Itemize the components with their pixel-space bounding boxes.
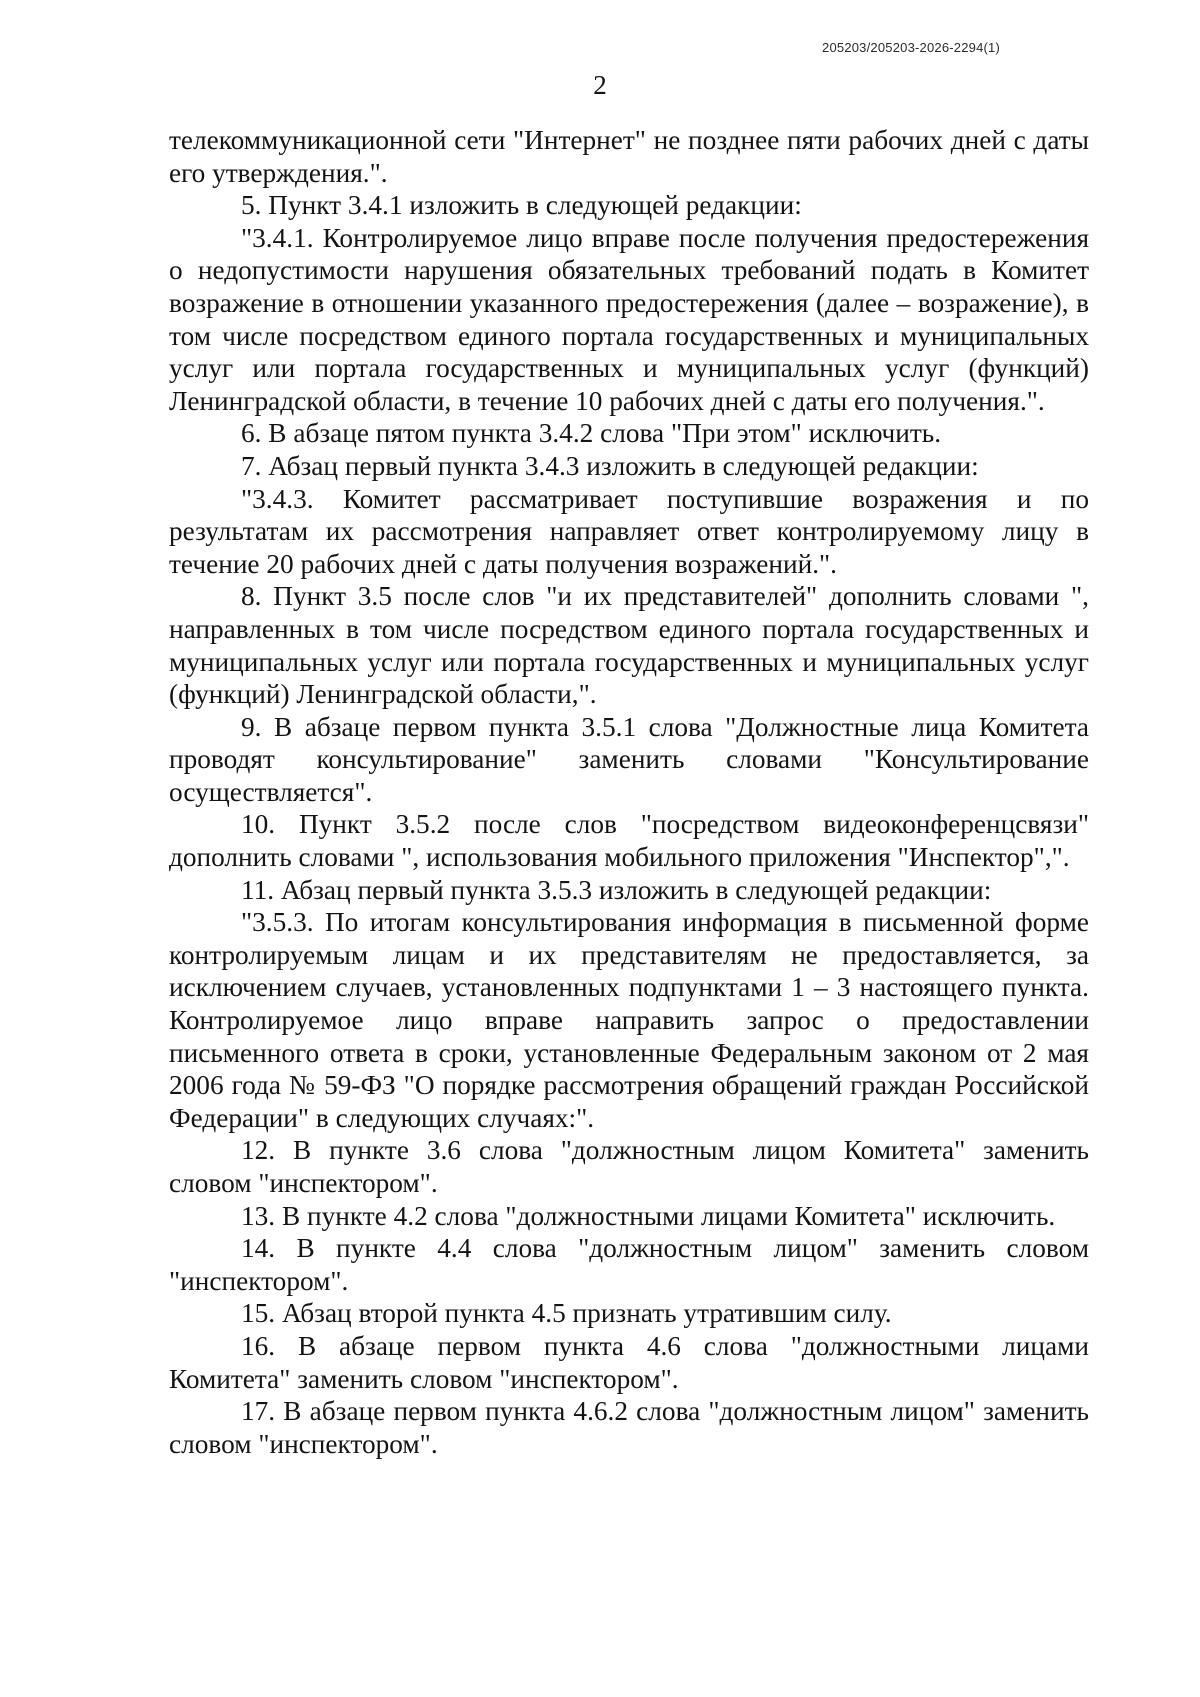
- paragraph-item-12: 12. В пункте 3.6 слова "должностным лицом Комитета" заменить словом "инспектором".: [169, 1135, 1089, 1198]
- paragraph-item-8: 8. Пункт 3.5 после слов "и их представителей" дополнить словами ", направленных в том числе посредством единого портала государственных и муниципальных услуг или портала государственных и муниципальных услуг (функций) Ленинградской области,".: [169, 581, 1089, 710]
- paragraph-item-14: 14. В пункте 4.4 слова "должностным лицом" заменить словом "инспектором".: [169, 1233, 1089, 1296]
- paragraph-item-17: 17. В абзаце первом пункта 4.6.2 слова "должностным лицом" заменить словом "инспектором".: [169, 1396, 1089, 1459]
- paragraph-item-13: 13. В пункте 4.2 слова "должностными лицами Комитета" исключить.: [241, 1200, 1056, 1231]
- paragraph-item-6: 6. В абзаце пятом пункта 3.4.2 слова "При этом" исключить.: [241, 418, 942, 449]
- paragraph-item-11: 11. Абзац первый пункта 3.5.3 изложить в следующей редакции:: [241, 874, 992, 905]
- document-registration-number: 205203/205203-2026-2294(1): [822, 40, 1000, 55]
- paragraph-item-5-quote: "3.4.1. Контролируемое лицо вправе после получения предостережения о недопустимости нарушения обязательных требований подать в Комитет возражение в отношении указанного предостережения (далее – возражение), в том числе посредством единого портала государственных и муниципальных услуг или портала государственных и муниципальных услуг (функций) Ленинградской области, в течение 10 рабочих дней с даты его получения.".: [169, 222, 1089, 416]
- paragraph-item-9: 9. В абзаце первом пункта 3.5.1 слова "Должностные лица Комитета проводят консультирование" заменить словами "Консультирование осуществляется".: [169, 711, 1089, 807]
- document-body: [169, 124, 1089, 1460]
- paragraph-item-7-quote: "3.4.3. Комитет рассматривает поступившие возражения и по результатам их рассмотрения направляет ответ контролируемому лицу в течение 20 рабочих дней с даты получения возражений.".: [169, 483, 1089, 579]
- paragraph-item-15: 15. Абзац второй пункта 4.5 признать утратившим силу.: [241, 1298, 892, 1329]
- paragraph-continuation: телекоммуникационной сети "Интернет" не позднее пяти рабочих дней с даты его утверждения.".: [169, 125, 1089, 188]
- paragraph-item-11-quote: "3.5.3. По итогам консультирования информация в письменной форме контролируемым лицам и их представителям не предоставляется, за исключением случаев, установленных подпунктами 1 – 3 настоящего пункта. Контролируемое лицо вправе направить запрос о предоставлении письменного ответа в сроки, установленные Федеральным законом от 2 мая 2006 года № 59-ФЗ "О порядке рассмотрения обращений граждан Российской Федерации" в следующих случаях:".: [169, 907, 1089, 1133]
- page-number: 2: [593, 70, 607, 100]
- paragraph-item-10: 10. Пункт 3.5.2 после слов "посредством видеоконференцсвязи" дополнить словами ", использования мобильного приложения "Инспектор",".: [169, 809, 1089, 873]
- paragraph-item-5: 5. Пункт 3.4.1 изложить в следующей редакции:: [241, 190, 802, 221]
- paragraph-item-7: 7. Абзац первый пункта 3.4.3 изложить в следующей редакции:: [241, 450, 979, 481]
- paragraph-item-16: 16. В абзаце первом пункта 4.6 слова "должностными лицами Комитета" заменить словом "инспектором".: [169, 1330, 1089, 1394]
